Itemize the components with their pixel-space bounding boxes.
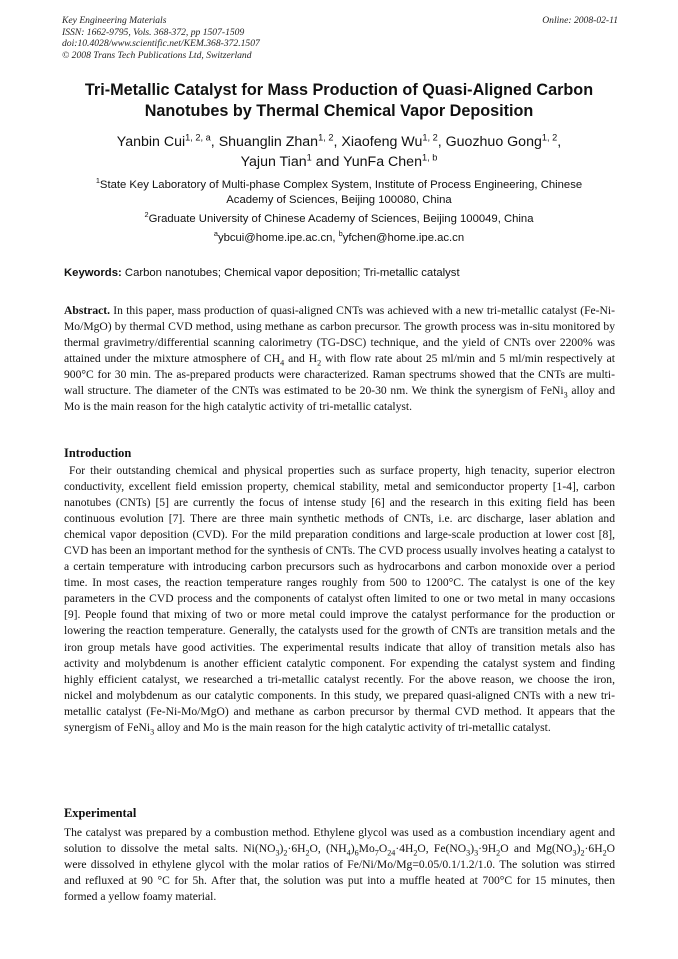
email-mark-b: b bbox=[338, 229, 343, 239]
subscript: 3 bbox=[572, 848, 577, 858]
experimental-text: Mo bbox=[358, 842, 375, 856]
experimental-text: ·4H bbox=[395, 842, 414, 856]
subscript: 24 bbox=[387, 848, 396, 858]
subscript: 2 bbox=[496, 848, 501, 858]
journal-copyright: © 2008 Trans Tech Publications Ltd, Switzerland bbox=[62, 49, 252, 61]
author-affil-mark: 1, 2 bbox=[422, 132, 438, 143]
email-mark-a: a bbox=[213, 229, 218, 239]
introduction-text: alloy and Mo is the main reason for the high catalytic activity of tri-metallic catalyst. bbox=[154, 720, 551, 734]
introduction-body bbox=[64, 463, 615, 736]
subscript: 7 bbox=[374, 848, 379, 858]
abstract-text: with flow rate about 25 ml/min and 5 ml/min respectively at 900°C for 30 min. The as-prepared products were characterized. Raman spectrums showed that the CNTs are multi-wall structure. The diameter of the CNTs was estimated to be 20-30 nm. We think the synergism of FeNi bbox=[64, 352, 615, 398]
journal-issn: ISSN: 1662-9795, Vols. 368-372, pp 1507-1509 bbox=[62, 26, 245, 38]
subscript: 4 bbox=[280, 358, 285, 368]
title-line-2: Nanotubes by Thermal Chemical Vapor Deposition bbox=[144, 102, 534, 120]
affiliation-1 bbox=[40, 178, 638, 208]
journal-header bbox=[62, 15, 618, 61]
affil-mark: 2 bbox=[144, 210, 149, 220]
keywords-text: Carbon nanotubes; Chemical vapor deposition; Tri-metallic catalyst bbox=[121, 267, 460, 279]
subscript: 3 bbox=[150, 727, 155, 737]
experimental-text: The catalyst was prepared by a combustion method. Ethylene glycol was used as a combustion incendiary agent and solution to dissolve the metal salts. Ni(NO bbox=[64, 826, 615, 856]
abstract-text: alloy and Mo is the main reason for the high catalytic activity of tri-metallic catalyst. bbox=[64, 384, 616, 414]
abstract-label: Abstract. bbox=[64, 304, 111, 317]
experimental-text: O bbox=[378, 842, 388, 856]
affiliation-1-line-2: Academy of Sciences, Beijing 100080, China bbox=[226, 194, 452, 206]
subscript: 3 bbox=[563, 390, 568, 400]
title-line-1: Tri-Metallic Catalyst for Mass Production of Quasi-Aligned Carbon bbox=[84, 81, 594, 99]
online-date: Online: 2008-02-11 bbox=[542, 15, 618, 26]
journal-name: Key Engineering Materials bbox=[62, 15, 167, 26]
keywords bbox=[64, 266, 624, 281]
email-separator: , bbox=[332, 232, 339, 244]
author-name: Xiaofeng Wu bbox=[341, 134, 423, 150]
experimental-text: O and Mg(NO bbox=[500, 842, 573, 856]
subscript: 2 bbox=[283, 848, 288, 858]
author-affil-mark: 1 bbox=[306, 152, 312, 163]
journal-doi: doi:10.4028/www.scientific.net/KEM.368-372.1507 bbox=[62, 38, 260, 49]
abstract-text: and H bbox=[284, 352, 318, 366]
affil-mark: 1 bbox=[95, 176, 100, 186]
subscript: 3 bbox=[275, 848, 280, 858]
subscript: 2 bbox=[580, 848, 585, 858]
experimental-text: O, Fe(NO bbox=[417, 842, 467, 856]
author-affil-mark: 1, 2, a bbox=[185, 132, 211, 143]
abstract bbox=[64, 303, 615, 415]
subscript: 2 bbox=[602, 848, 607, 858]
introduction-text: For their outstanding chemical and physical properties such as surface property, high tenacity, superior electron conductivity, excellent field emission property, chemical stability, metal and semiconductor property [1-4], carbon nanotubes (CNTs) [5] are currently the focus of intense study [6] and the research in this exiting field has been continuous evolution [7]. There are three main synthetic methods of CNTs, i.e. arc discharge, laser ablation and chemical vapor deposition (CVD). For the mild preparation conditions and large-scale production at lower cost [8], CVD has been an important method for the synthesis of CNTs. The CVD process usually involves heating a catalyst to a certain temperature with introducing carbon precursors such as hydrocarbons and carbon monoxide over a period time. In most cases, the reaction temperature ranges roughly from 500 to 1200°C. The catalyst is one of the key parameters in the CVD process and the components of catalyst often limited to one or two metal in many occasions [9]. People found that mixing of two or more metal could improve the catalyst performance for the production or lowering the reaction temperature. Generally, the catalysts used for the growth of CNTs are transition metals and the iron group metals have good activities. The experimental results indicate that alloy of transition metals also has activity and molybdenum is another efficient catalytic component. For expending the catalyst system and finding highly efficient catalyst, we researched a tri-metallic catalyst recently. For the above reason, we choose the iron, nickel and molybdenum as our catalytic components. In this study, we prepared quasi-aligned CNTs with a new tri-metallic catalyst (Fe-Ni-Mo/MgO) and methane as carbon precursor by thermal CVD method. It appears that the synergism of FeNi bbox=[64, 464, 615, 734]
experimental-text: ·6H bbox=[584, 842, 603, 856]
author-name: Yanbin Cui bbox=[116, 134, 186, 150]
experimental-text: ·6H bbox=[287, 842, 306, 856]
author-affil-mark: 1, b bbox=[421, 152, 438, 163]
affiliation-2 bbox=[40, 212, 638, 227]
author-separator: , bbox=[210, 134, 219, 150]
subscript: 2 bbox=[305, 848, 310, 858]
email-a: ybcui@home.ipe.ac.cn bbox=[217, 232, 333, 244]
author-name: Guozhuo Gong bbox=[445, 134, 542, 150]
experimental-text: O, (NH bbox=[309, 842, 347, 856]
subscript: 3 bbox=[466, 848, 471, 858]
email-line bbox=[40, 231, 638, 246]
subscript: 3 bbox=[474, 848, 479, 858]
experimental-text: ) bbox=[576, 842, 581, 856]
introduction-heading: Introduction bbox=[64, 446, 132, 460]
experimental-text: ) bbox=[279, 842, 284, 856]
keywords-label: Keywords: bbox=[64, 267, 122, 279]
email-b: yfchen@home.ipe.ac.cn bbox=[342, 232, 465, 244]
experimental-text: O were dissolved in ethylene glycol with the molar ratios of Fe/Ni/Mo/Mg=0.05/0.1/1.2/1.0. The solution was stirred and refluxed at 90 °C for 5h. After that, the solution was put into a muffle heated at 700°C for 15 minutes, then formed a yellow foamy material. bbox=[64, 842, 616, 904]
paper-title bbox=[40, 80, 638, 122]
experimental-text: ·9H bbox=[478, 842, 497, 856]
subscript: 2 bbox=[317, 358, 322, 368]
subscript: 2 bbox=[413, 848, 418, 858]
author-separator: , bbox=[333, 134, 342, 150]
subscript: 4 bbox=[346, 848, 351, 858]
author-list bbox=[40, 132, 638, 172]
author-name: Shuanglin Zhan bbox=[218, 134, 319, 150]
affiliation-1-line-1: State Key Laboratory of Multi-phase Complex System, Institute of Process Engineering, Chinese bbox=[99, 179, 583, 191]
experimental-body bbox=[64, 825, 615, 905]
experimental-heading: Experimental bbox=[64, 806, 137, 820]
author-affil-mark: 1, 2 bbox=[318, 132, 334, 143]
author-separator: , bbox=[437, 134, 446, 150]
subscript: 6 bbox=[354, 848, 359, 858]
abstract-text: In this paper, mass production of quasi-aligned CNTs was achieved with a new tri-metallic catalyst (Fe-Ni-Mo/MgO) by thermal CVD method, using methane as carbon precursor. The growth process was in-situ monitored by thermal gravimetry/differential scanning calorimetry (TG-DSC) technique, and the yield of CNTs over 2200% was attained under the mixture atmosphere of CH bbox=[64, 304, 615, 366]
experimental-text: ) bbox=[470, 842, 475, 856]
author-name: Yajun Tian bbox=[240, 154, 307, 170]
author-affil-mark: 1, 2 bbox=[541, 132, 558, 143]
affiliation-2-text: Graduate University of Chinese Academy of Sciences, Beijing 100049, China bbox=[148, 213, 534, 225]
author-name: YunFa Chen bbox=[343, 154, 422, 170]
author-separator: , bbox=[557, 134, 562, 150]
author-separator: and bbox=[311, 154, 344, 170]
experimental-text: ) bbox=[350, 842, 355, 856]
